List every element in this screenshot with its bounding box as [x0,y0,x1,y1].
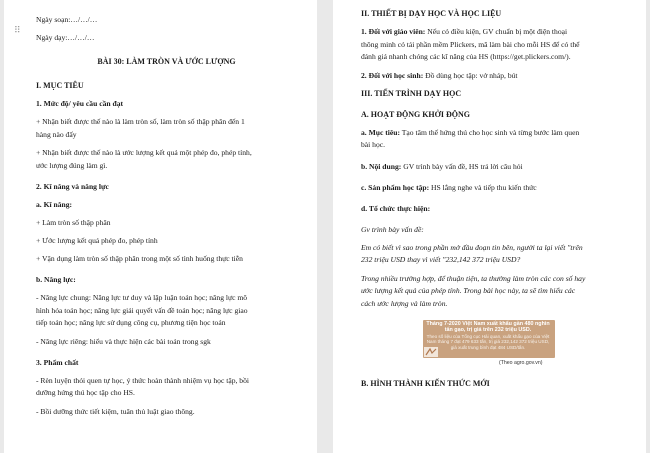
text-line: Trong nhiều trường hợp, để thuận tiện, ta thường làm tròn các con số hay [361,273,586,283]
subsection-competence: b. Năng lực: [36,275,76,284]
news-image-title: Tháng 7-2020 Việt Nam xuất khẩu gần 480 nghìn tấn gạo, trị giá trên 232 triệu USD. [426,321,550,333]
text-line: bài học. [361,140,386,149]
text-line: ước lượng kết quả của phép tính. Trong bài học này, ta sẽ tìm hiểu các [361,286,576,295]
subsection-qualities: 3. Phẩm chất [36,357,79,367]
paragraph-product [361,182,624,194]
skill-item: + Ước lượng kết quả phép đo, phép tính [36,236,158,245]
news-image-body: Theo số liệu của Tổng cục Hải quan, xuất khẩu gạo của Việt Nam tháng 7 đạt 479 633 tấn, trị giá 232,142 372 triệu USD, giá xuất trung bình đạt 484 USD/tấn. [426,334,550,350]
skill-item: + Làm tròn số thập phân [36,218,111,227]
drag-handle-icon[interactable]: ⠿ [14,26,21,36]
paragraph-recognize-estimation [36,147,297,172]
text-line: HS lắng nghe và tiếp thu kiến thức [429,182,537,192]
lesson-title: BÀI 30: LÀM TRÒN VÀ ƯỚC LƯỢNG [97,57,236,66]
text-line: - Rèn luyện thói quen tự học, ý thức hoàn thành nhiệm vụ học tập, bồi [36,375,250,385]
section-objectives: I. MỤC TIÊU [36,81,84,90]
text-line: dưỡng hứng thú học tập cho HS. [36,388,135,397]
text-line: Đồ dùng học tập: vở nháp, bút [423,70,518,80]
text-line: Tạo tâm thế hứng thú cho học sinh và từng bước làm quen [400,127,580,137]
subsection-skills-a: a. Kĩ năng: [36,200,73,209]
document-page-right [333,0,646,453]
date-teach: Ngày dạy:…/…/… [36,33,95,42]
label-organize: d. Tổ chức thực hiện: [361,203,431,213]
paragraph-specific-competence: - Năng lực riêng: hiểu và thực hiện các bài toán trong sgk [36,336,211,346]
paragraph-thrift: - Bồi dưỡng thức tiết kiệm, tuân thủ luật giao thông. [36,406,195,416]
news-image [423,320,555,358]
news-image-caption: (Theo agro.gov.vn) [499,360,543,366]
text-line: thông minh có tải phần mềm Plickers, mã làm bài cho mỗi HS để có thể [361,39,580,49]
label-content: b. Nội dung: [361,161,402,171]
section-new-knowledge: B. HÌNH THÀNH KIẾN THỨC MỚI [361,379,490,388]
paragraph-self-study [36,375,297,400]
paragraph-goal [361,127,624,152]
italic-explanation [361,273,624,311]
skill-item: + Vận dụng làm tròn số thập phân trong một số tình huống thực tiễn [36,254,243,263]
text-line: đánh giá nhanh chóng các kĩ năng của HS (https://get.plickers.com/). [361,52,571,61]
subsection-skills: 2. Kĩ năng và năng lực [36,182,109,191]
text-line: 232 triệu USD thay vì viết "232,142 372 triệu USD? [361,255,521,264]
text-line: ước lượng đúng làm gì. [36,160,108,170]
text-line: cách ước lượng và làm tròn. [361,298,448,308]
logo-icon [424,347,438,357]
text-line: hình hóa toán học; năng lực giải quyết vấn đề toán học; năng lực giao [36,305,248,315]
text-line: GV trình bày vấn đề, HS trả lời câu hỏi [401,161,523,171]
italic-intro: Gv trình bày vấn đề: [361,224,424,234]
text-line: + Nhận biết được thế nào là làm tròn số, làm tròn số thập phân đến 1 [36,117,245,126]
document-page-left [4,0,317,453]
label-goal: a. Mục tiêu: [361,127,401,137]
section-warmup: A. HOẠT ĐỘNG KHỞI ĐỘNG [361,109,470,119]
date-compose: Ngày soạn:…/…/… [36,15,98,24]
italic-question [361,242,624,267]
text-line: + Nhận biết được thế nào là ước lượng kết quả một phép đo, phép tính, [36,148,252,157]
text-line: tiếp toán học; năng lực sử dụng công cụ, phương tiện học toán [36,318,226,327]
text-line: hàng nào đấy [36,129,77,139]
label-teacher: 1. Đối với giáo viên: [361,27,426,36]
section-process: III. TIẾN TRÌNH DẠY HỌC [361,88,462,98]
label-product: c. Sản phẩm học tập: [361,182,430,192]
label-student: 2. Đối với học sinh: [361,70,424,80]
text-line: Nếu có điều kiện, GV chuẩn bị một điện thoại [425,27,568,36]
paragraph-general-competence [36,292,297,330]
paragraph-recognize-rounding [36,116,297,141]
text-line: Em có biết vì sao trong phần mở đầu đoạn tin bên, người ta lại viết "trên [361,242,583,252]
paragraph-teacher-equipment [361,26,624,64]
subsection-requirements: 1. Mức độ/ yêu cầu cần đạt [36,99,124,108]
text-line: - Năng lực chung: Năng lực tư duy và lập luận toán học; năng lực mô [36,293,248,302]
section-equipment: II. THIẾT BỊ DẠY HỌC VÀ HỌC LIỆU [361,9,502,18]
paragraph-content [361,161,624,173]
paragraph-student-equipment [361,70,624,82]
